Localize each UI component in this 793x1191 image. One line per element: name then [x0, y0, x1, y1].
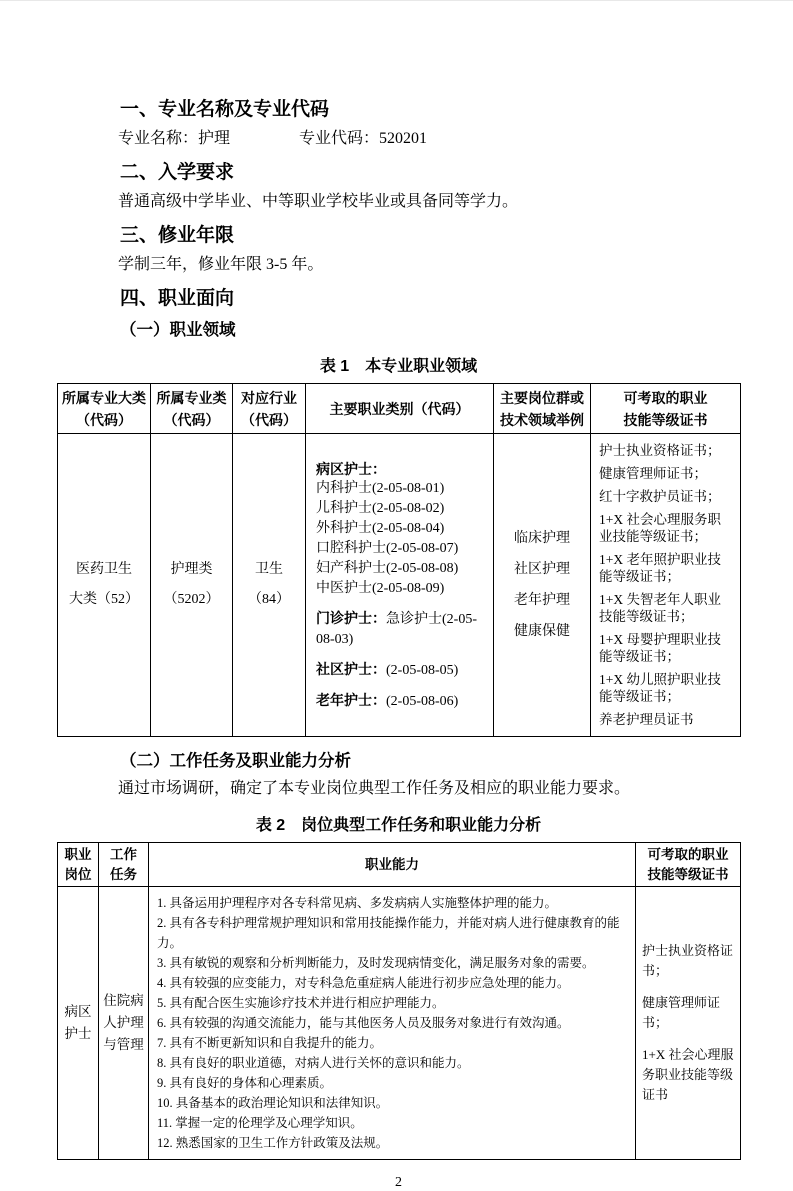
ability-item: 9. 具有良好的身体和心理素质。	[157, 1076, 333, 1090]
clinic-nurse-label: 门诊护士：	[316, 609, 386, 626]
certificate-item: 1+X 社会心理服务职业技能等级证书	[642, 1047, 734, 1102]
page-number: 2	[395, 1175, 402, 1190]
certificate-item: 养老护理员证书	[599, 712, 694, 727]
certificate-item: 护士执业资格证书；	[642, 943, 734, 978]
section-1-title: 一、专业名称及专业代码	[120, 99, 330, 120]
table2-header-certificates: 可考取的职业 技能等级证书	[636, 843, 741, 887]
certificate-item: 健康管理师证书；	[642, 995, 721, 1030]
ability-item: 1. 具备运用护理程序对各专科常见病、多发病病人实施整体护理的能力。	[157, 896, 558, 910]
table1-header-major-category: 所属专业大类 （代码）	[58, 384, 151, 434]
table1-header-certificates: 可考取的职业 技能等级证书	[591, 384, 741, 434]
major-code: 专业代码：520201	[299, 130, 428, 147]
post-group-item: 健康保健	[514, 624, 570, 639]
section-2-title: 二、入学要求	[120, 162, 235, 183]
ward-nurse-item: 外科护士(2-05-08-04)	[316, 520, 445, 536]
cell-post-groups	[494, 434, 591, 737]
cell-major-class: 护理类 （5202）	[151, 434, 233, 737]
ability-item: 10. 具备基本的政治理论知识和法律知识。	[157, 1096, 389, 1110]
ability-item: 2. 具有各专科护理常规护理知识和常用技能操作能力，并能对病人进行健康教育的能力。	[157, 916, 620, 950]
ability-item: 4. 具有较强的应变能力，对专科急危重症病人能进行初步应急处理的能力。	[157, 976, 570, 990]
table1-caption: 表 1 本专业职业领域	[319, 358, 478, 375]
elderly-nurse-label: 老年护士：	[316, 691, 386, 708]
table1-data-row	[58, 434, 741, 737]
table2-header-row	[58, 843, 741, 887]
subsection-2-title: （二）工作任务及职业能力分析	[120, 752, 351, 770]
elderly-nurse-line	[316, 690, 483, 712]
study-duration-text: 学制三年，修业年限 3-5 年。	[118, 256, 324, 273]
table1-header-industry: 对应行业 （代码）	[233, 384, 306, 434]
table2-task-ability-analysis	[57, 842, 741, 1160]
clinic-nurse-line	[316, 608, 483, 650]
certificate-item: 红十字救护员证书；	[599, 489, 721, 504]
major-name: 专业名称：护理	[118, 130, 231, 147]
cell-major-category: 医药卫生 大类（52）	[58, 434, 151, 737]
certificate-item: 1+X 失智老年人职业技能等级证书；	[599, 592, 721, 624]
table1-header-major-class: 所属专业类 （代码）	[151, 384, 233, 434]
certificate-item: 1+X 老年照护职业技能等级证书；	[599, 552, 721, 584]
certificate-item: 1+X 社会心理服务职业技能等级证书；	[599, 512, 721, 544]
ward-nurse-item: 口腔科护士(2-05-08-07)	[316, 540, 459, 556]
ability-item: 6. 具有较强的沟通交流能力，能与其他医务人员及服务对象进行有效沟通。	[157, 1016, 570, 1030]
post-group-item: 临床护理	[514, 531, 570, 546]
ward-nurse-item: 内科护士(2-05-08-01)	[316, 480, 445, 496]
subsection-1-title: （一）职业领域	[120, 321, 236, 339]
ward-nurse-item: 妇产科护士(2-05-08-08)	[316, 560, 459, 576]
ward-nurse-group	[316, 459, 483, 599]
ability-item: 7. 具有不断更新知识和自我提升的能力。	[157, 1036, 383, 1050]
ward-nurse-label: 病区护士：	[316, 460, 386, 477]
cell-abilities	[149, 887, 636, 1160]
table1-occupation-fields	[57, 383, 741, 737]
entry-requirement-text: 普通高级中学毕业、中等职业学校毕业或具备同等学力。	[118, 193, 519, 210]
major-name-code-line	[118, 128, 740, 150]
ability-item: 8. 具有良好的职业道德，对病人进行关怀的意识和能力。	[157, 1056, 470, 1070]
post-group-item: 老年护理	[514, 593, 570, 608]
table1-header-post-groups: 主要岗位群或 技术领域举例	[494, 384, 591, 434]
ward-nurse-list	[316, 479, 483, 599]
community-nurse-label: 社区护士：	[316, 660, 386, 677]
table2-caption: 表 2 岗位典型工作任务和职业能力分析	[255, 817, 542, 834]
analysis-intro-text: 通过市场调研，确定了本专业岗位典型工作任务及相应的职业能力要求。	[118, 780, 631, 797]
ability-item: 5. 具有配合医生实施诊疗技术并进行相应护理能力。	[157, 996, 445, 1010]
ability-item: 12. 熟悉国家的卫生工作方针政策及法规。	[157, 1136, 389, 1150]
ward-nurse-item: 中医护士(2-05-08-09)	[316, 580, 445, 596]
cell-certificates2	[636, 887, 741, 1160]
post-group-item: 社区护理	[514, 562, 570, 577]
cell-industry: 卫生 （84）	[233, 434, 306, 737]
ability-item: 11. 掌握一定的伦理学及心理学知识。	[157, 1116, 363, 1130]
certificate-item: 1+X 幼儿照护职业技能等级证书；	[599, 672, 721, 704]
clinic-nurse-value: 急诊护士(2-05-08-03)	[316, 611, 477, 647]
table2-header-position: 职业 岗位	[58, 843, 99, 887]
certificate-item: 健康管理师证书；	[599, 466, 707, 481]
cell-certificates	[591, 434, 741, 737]
ability-item: 3. 具有敏锐的观察和分析判断能力，及时发现病情变化，满足服务对象的需要。	[157, 956, 595, 970]
cell-position: 病区护士	[58, 887, 99, 1160]
cell-job-categories	[306, 434, 494, 737]
certificate-item: 护士执业资格证书；	[599, 443, 721, 458]
certificate-item: 1+X 母婴护理职业技能等级证书；	[599, 632, 721, 664]
table2-data-row	[58, 887, 741, 1160]
table1-header-row	[58, 384, 741, 434]
ward-nurse-item: 儿科护士(2-05-08-02)	[316, 500, 445, 516]
elderly-nurse-value: (2-05-08-06)	[386, 693, 459, 709]
community-nurse-value: (2-05-08-05)	[386, 662, 459, 678]
table1-header-job-categories: 主要职业类别（代码）	[306, 384, 494, 434]
table2-header-abilities: 职业能力	[149, 843, 636, 887]
community-nurse-line	[316, 659, 483, 681]
section-4-title: 四、职业面向	[120, 288, 235, 309]
section-3-title: 三、修业年限	[120, 225, 235, 246]
table2-header-task: 工作 任务	[99, 843, 149, 887]
cell-task: 住院病人护理与管理	[99, 887, 149, 1160]
